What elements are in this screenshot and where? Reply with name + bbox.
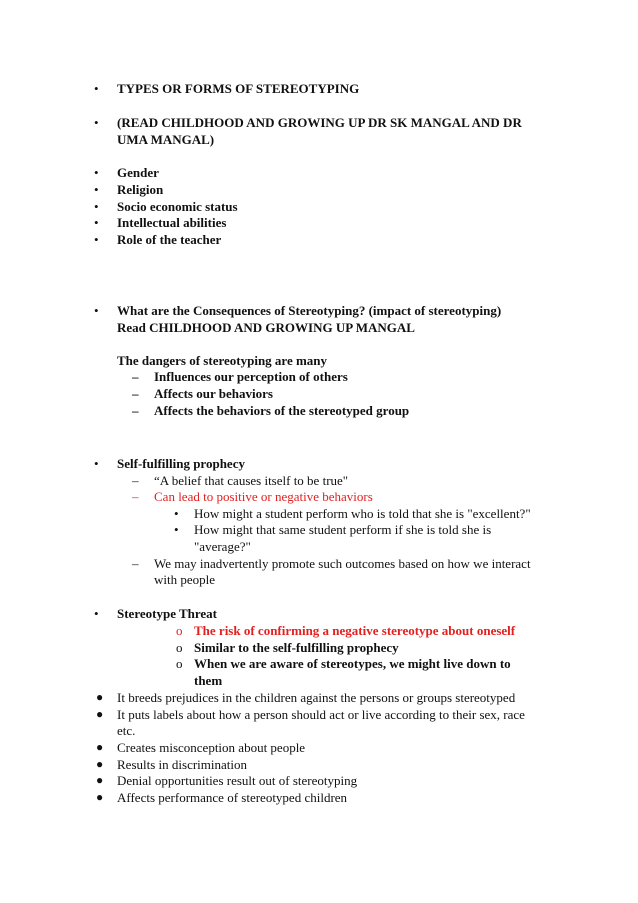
consequences-reference: Read CHILDHOOD AND GROWING UP MANGAL xyxy=(117,320,415,335)
effect-item-labels-line1: It puts labels about how a person should act or live according to their sex, race xyxy=(117,707,525,722)
prophecy-question-average-line1: How might that same student perform if she is told she is xyxy=(194,522,492,537)
prophecy-note-line2: with people xyxy=(154,572,216,587)
threat-point-aware-line1: When we are aware of stereotypes, we might live down to xyxy=(194,656,511,671)
bullet-icon: • xyxy=(94,303,99,318)
circle-bullet-icon: o xyxy=(176,623,183,638)
prophecy-note-line1: We may inadvertently promote such outcomes based on how we interact xyxy=(154,556,531,571)
threat-heading: Stereotype Threat xyxy=(117,606,218,621)
bullet-icon: • xyxy=(174,506,179,521)
types-item-religion: Religion xyxy=(117,182,164,197)
effect-item-discrimination: Results in discrimination xyxy=(117,757,247,772)
prophecy-outcome: Can lead to positive or negative behaviors xyxy=(154,489,373,504)
effect-item-labels-line2: etc. xyxy=(117,723,136,738)
dash-icon: – xyxy=(132,473,139,488)
dangers-intro: The dangers of stereotyping are many xyxy=(117,353,328,368)
prophecy-definition: “A belief that causes itself to be true" xyxy=(154,473,349,488)
bullet-icon: ● xyxy=(96,740,104,754)
danger-item-perception: Influences our perception of others xyxy=(154,369,348,384)
dash-icon: – xyxy=(132,369,139,384)
bullet-icon: • xyxy=(94,215,99,230)
effect-item-denial: Denial opportunities result out of stereotyping xyxy=(117,773,358,788)
effect-item-prejudices: It breeds prejudices in the children against the persons or groups stereotyped xyxy=(117,690,516,705)
bullet-icon: ● xyxy=(96,690,104,704)
circle-bullet-icon: o xyxy=(176,640,183,655)
bullet-icon: ● xyxy=(96,773,104,787)
dash-icon: – xyxy=(132,403,139,418)
circle-bullet-icon: o xyxy=(176,656,183,671)
bullet-icon: • xyxy=(94,182,99,197)
consequences-heading: What are the Consequences of Stereotyping? (impact of stereotyping) xyxy=(117,303,502,318)
types-item-teacher: Role of the teacher xyxy=(117,232,222,247)
types-reference-line1: (READ CHILDHOOD AND GROWING UP DR SK MANGAL AND DR xyxy=(117,115,522,130)
bullet-icon: ● xyxy=(96,757,104,771)
dash-icon: – xyxy=(132,386,139,401)
bullet-icon: • xyxy=(94,606,99,621)
dash-icon: – xyxy=(132,489,139,504)
bullet-icon: ● xyxy=(96,790,104,804)
bullet-icon: • xyxy=(174,522,179,537)
effect-item-performance: Affects performance of stereotyped children xyxy=(117,790,348,805)
bullet-icon: • xyxy=(94,165,99,180)
types-reference-line2: UMA MANGAL) xyxy=(117,132,215,147)
danger-item-stereotyped-group: Affects the behaviors of the stereotyped group xyxy=(154,403,410,418)
bullet-icon: ● xyxy=(96,707,104,721)
effect-item-misconception: Creates misconception about people xyxy=(117,740,306,755)
threat-point-aware-line2: them xyxy=(194,673,223,688)
bullet-icon: • xyxy=(94,115,99,130)
bullet-icon: • xyxy=(94,81,99,96)
prophecy-heading: Self-fulfilling prophecy xyxy=(117,456,245,471)
bullet-icon: • xyxy=(94,456,99,471)
bullet-icon: • xyxy=(94,232,99,247)
threat-point-risk: The risk of confirming a negative stereotype about oneself xyxy=(194,623,516,638)
types-item-intellectual: Intellectual abilities xyxy=(117,215,227,230)
threat-point-similar: Similar to the self-fulfilling prophecy xyxy=(194,640,399,655)
types-item-socioeconomic: Socio economic status xyxy=(117,199,238,214)
danger-item-behaviors: Affects our behaviors xyxy=(154,386,273,401)
prophecy-question-excellent: How might a student perform who is told that she is "excellent?" xyxy=(194,506,531,521)
prophecy-question-average-line2: "average?" xyxy=(194,539,251,554)
types-heading: TYPES OR FORMS OF STEREOTYPING xyxy=(117,81,360,96)
bullet-icon: • xyxy=(94,199,99,214)
dash-icon: – xyxy=(132,556,139,571)
types-item-gender: Gender xyxy=(117,165,159,180)
